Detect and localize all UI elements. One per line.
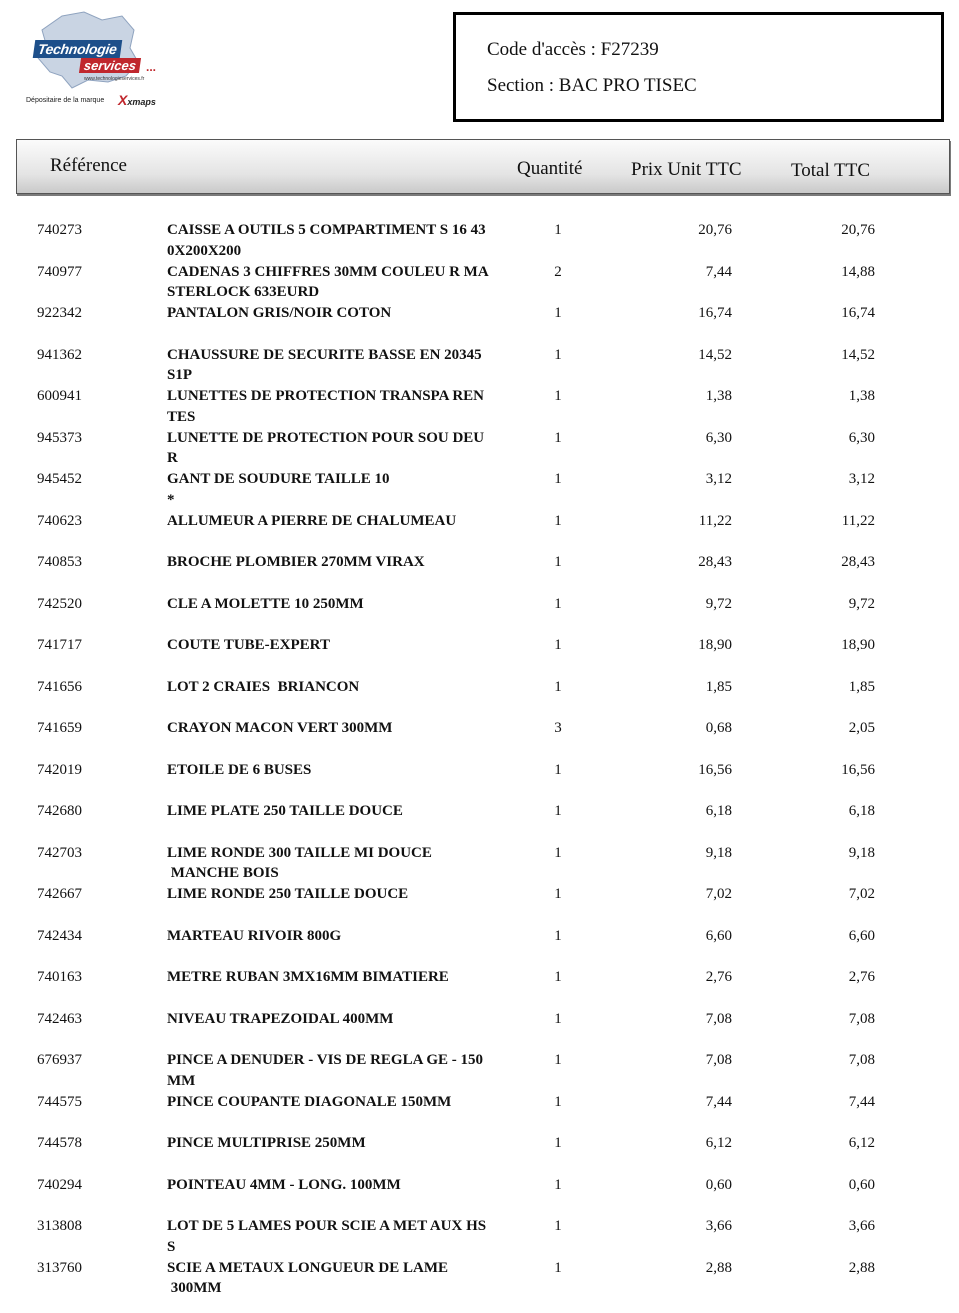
- table-row: [0, 1175, 959, 1215]
- table-row: [0, 386, 959, 426]
- item-reference: 742667: [37, 886, 82, 902]
- item-unit-price: 6,60: [705, 927, 732, 944]
- table-row: [0, 1133, 959, 1173]
- item-unit-price: 9,18: [705, 844, 732, 861]
- item-designation: SCIE A METAUX LONGUEUR DE LAME 300MM: [167, 1259, 449, 1296]
- item-total: 2,05: [848, 720, 875, 736]
- item-quantity: 1: [554, 222, 562, 238]
- item-unit-price: 7,02: [705, 886, 732, 902]
- item-designation: ETOILE DE 6 BUSES: [167, 761, 312, 778]
- item-designation: ALLUMEUR A PIERRE DE CHALUMEAU: [167, 512, 457, 529]
- item-reference: 742463: [37, 1010, 82, 1027]
- item-total: 6,30: [848, 429, 875, 446]
- table-row: [0, 884, 959, 924]
- table-header: [16, 139, 950, 194]
- logo-brand-bottom: services: [79, 58, 141, 73]
- item-designation: CRAYON MACON VERT 300MM: [167, 720, 393, 736]
- item-total: 6,18: [848, 803, 875, 819]
- item-designation: PINCE COUPANTE DIAGONALE 150MM: [167, 1093, 452, 1110]
- table-row: [0, 843, 959, 883]
- item-quantity: 1: [554, 1093, 562, 1110]
- item-total: 16,56: [841, 761, 875, 778]
- item-quantity: 1: [554, 471, 562, 487]
- item-total: 1,85: [848, 678, 875, 695]
- item-total: 18,90: [841, 637, 875, 653]
- access-box: [453, 12, 944, 122]
- item-quantity: 1: [554, 761, 562, 778]
- item-total: 6,12: [848, 1135, 875, 1151]
- item-total: 7,08: [848, 1052, 875, 1068]
- item-total: 28,43: [841, 554, 875, 570]
- item-designation: POINTEAU 4MM - LONG. 100MM: [167, 1176, 401, 1193]
- item-quantity: 1: [554, 927, 562, 944]
- item-unit-price: 9,72: [705, 595, 732, 612]
- item-designation: CLE A MOLETTE 10 250MM: [167, 595, 364, 612]
- table-row: [0, 552, 959, 592]
- item-reference: 945373: [37, 429, 82, 446]
- logo-brand-top: Technologie: [33, 40, 122, 58]
- item-unit-price: 2,76: [705, 969, 732, 985]
- section-label: Section : BAC PRO TISEC: [487, 75, 697, 96]
- logo-dots: ...: [146, 60, 157, 74]
- item-quantity: 1: [554, 1010, 562, 1027]
- item-unit-price: 2,88: [705, 1259, 732, 1276]
- table-row: [0, 967, 959, 1007]
- item-unit-price: 7,44: [705, 263, 732, 280]
- item-total: 11,22: [841, 512, 875, 529]
- item-unit-price: 3,66: [705, 1218, 732, 1234]
- table-row: [0, 469, 959, 509]
- item-unit-price: 20,76: [698, 222, 732, 238]
- item-designation: GANT DE SOUDURE TAILLE 10 *: [167, 471, 390, 508]
- item-reference: 741656: [37, 678, 82, 695]
- table-row: [0, 345, 959, 385]
- item-unit-price: 6,30: [705, 429, 732, 446]
- partner-name: xmaps: [127, 97, 156, 107]
- item-reference: 742703: [37, 844, 82, 861]
- item-designation: METRE RUBAN 3MX16MM BIMATIERE: [167, 969, 449, 985]
- item-quantity: 1: [554, 886, 562, 902]
- access-code: Code d'accès : F27239: [487, 39, 659, 60]
- table-row: [0, 262, 959, 302]
- company-logo: [22, 10, 172, 110]
- item-quantity: 1: [554, 305, 562, 321]
- item-quantity: 1: [554, 429, 562, 446]
- item-total: 14,52: [841, 346, 875, 363]
- table-row: [0, 677, 959, 717]
- item-total: 7,08: [848, 1010, 875, 1027]
- item-designation: LUNETTES DE PROTECTION TRANSPA RENTES: [167, 388, 485, 425]
- item-unit-price: 28,43: [698, 554, 732, 570]
- logo-depositaire: Dépositaire de la marque: [26, 97, 105, 104]
- item-unit-price: 7,44: [705, 1093, 732, 1110]
- table-row: [0, 511, 959, 551]
- item-designation: LOT 2 CRAIES BRIANCON: [167, 678, 360, 695]
- table-row: [0, 594, 959, 634]
- column-reference: Référence: [50, 155, 127, 176]
- item-reference: 941362: [37, 346, 82, 363]
- item-total: 16,74: [841, 305, 875, 321]
- item-reference: 742680: [37, 803, 82, 819]
- item-quantity: 1: [554, 803, 562, 819]
- item-reference: 742434: [37, 927, 82, 944]
- table-row: [0, 303, 959, 343]
- table-row: [0, 1050, 959, 1090]
- item-designation: LIME RONDE 250 TAILLE DOUCE: [167, 886, 409, 902]
- column-unit-price: Prix Unit TTC: [631, 159, 742, 180]
- item-designation: NIVEAU TRAPEZOIDAL 400MM: [167, 1010, 394, 1027]
- item-total: 9,18: [848, 844, 875, 861]
- item-reference: 740853: [37, 554, 82, 570]
- item-reference: 741659: [37, 720, 82, 736]
- table-row: [0, 1258, 959, 1298]
- table-row: [0, 428, 959, 468]
- item-unit-price: 7,08: [705, 1052, 732, 1068]
- item-unit-price: 1,85: [705, 678, 732, 695]
- item-unit-price: 18,90: [698, 637, 732, 653]
- table-row: [0, 1216, 959, 1256]
- item-unit-price: 1,38: [705, 388, 732, 404]
- item-reference: 600941: [37, 388, 82, 404]
- partner-logo: [118, 92, 156, 108]
- item-reference: 740623: [37, 512, 82, 529]
- item-reference: 741717: [37, 637, 82, 653]
- item-quantity: 1: [554, 1052, 562, 1068]
- item-reference: 744578: [37, 1135, 82, 1151]
- item-total: 2,88: [848, 1259, 875, 1276]
- item-total: 2,76: [848, 969, 875, 985]
- item-total: 14,88: [841, 263, 875, 280]
- item-quantity: 1: [554, 678, 562, 695]
- item-total: 20,76: [841, 222, 875, 238]
- item-reference: 676937: [37, 1052, 82, 1068]
- item-unit-price: 16,74: [698, 305, 732, 321]
- item-total: 7,02: [848, 886, 875, 902]
- table-row: [0, 718, 959, 758]
- item-unit-price: 0,68: [705, 720, 732, 736]
- item-total: 9,72: [848, 595, 875, 612]
- item-unit-price: 16,56: [698, 761, 732, 778]
- item-reference: 740273: [37, 222, 82, 238]
- item-designation: CAISSE A OUTILS 5 COMPARTIMENT S 16 430X200X200: [167, 222, 486, 259]
- table-row: [0, 801, 959, 841]
- logo-url: www.technologieservices.fr: [84, 76, 145, 82]
- item-quantity: 1: [554, 595, 562, 612]
- item-designation: LUNETTE DE PROTECTION POUR SOU DEUR: [167, 429, 485, 466]
- item-reference: 744575: [37, 1093, 82, 1110]
- item-designation: LIME RONDE 300 TAILLE MI DOUCE MANCHE BOIS: [167, 844, 432, 881]
- item-designation: CHAUSSURE DE SECURITE BASSE EN 20345 S1P: [167, 346, 486, 383]
- column-quantity: Quantité: [517, 158, 583, 179]
- item-reference: 742019: [37, 761, 82, 778]
- item-quantity: 1: [554, 637, 562, 653]
- item-unit-price: 11,22: [698, 512, 732, 529]
- item-reference: 313760: [37, 1259, 82, 1276]
- item-quantity: 1: [554, 1176, 562, 1193]
- item-quantity: 1: [554, 969, 562, 985]
- item-total: 3,12: [848, 471, 875, 487]
- item-total: 7,44: [848, 1093, 875, 1110]
- item-unit-price: 0,60: [705, 1176, 732, 1193]
- item-total: 6,60: [848, 927, 875, 944]
- table-row: [0, 220, 959, 260]
- item-unit-price: 7,08: [705, 1010, 732, 1027]
- item-reference: 922342: [37, 305, 82, 321]
- item-total: 0,60: [848, 1176, 875, 1193]
- item-quantity: 1: [554, 554, 562, 570]
- item-reference: 945452: [37, 471, 82, 487]
- item-reference: 313808: [37, 1218, 82, 1234]
- table-row: [0, 1092, 959, 1132]
- item-quantity: 1: [554, 1218, 562, 1234]
- item-reference: 740163: [37, 969, 82, 985]
- item-designation: PINCE A DENUDER - VIS DE REGLA GE - 150MM: [167, 1052, 484, 1089]
- item-designation: PANTALON GRIS/NOIR COTON: [167, 305, 392, 321]
- item-quantity: 1: [554, 346, 562, 363]
- table-row: [0, 760, 959, 800]
- item-quantity: 1: [554, 1135, 562, 1151]
- item-reference: 740977: [37, 263, 82, 280]
- item-unit-price: 14,52: [698, 346, 732, 363]
- item-total: 3,66: [848, 1218, 875, 1234]
- item-designation: COUTE TUBE-EXPERT: [167, 637, 330, 653]
- item-quantity: 2: [554, 263, 562, 280]
- item-designation: LOT DE 5 LAMES POUR SCIE A MET AUX HSS: [167, 1218, 487, 1255]
- column-total: Total TTC: [791, 160, 871, 181]
- item-unit-price: 6,12: [705, 1135, 732, 1151]
- table-row: [0, 1009, 959, 1049]
- item-quantity: 1: [554, 388, 562, 404]
- item-unit-price: 6,18: [705, 803, 732, 819]
- item-unit-price: 3,12: [705, 471, 732, 487]
- item-quantity: 3: [554, 720, 562, 736]
- item-designation: PINCE MULTIPRISE 250MM: [167, 1135, 366, 1151]
- table-row: [0, 635, 959, 675]
- table-row: [0, 926, 959, 966]
- item-reference: 740294: [37, 1176, 82, 1193]
- item-reference: 742520: [37, 595, 82, 612]
- item-designation: CADENAS 3 CHIFFRES 30MM COULEU R MASTERLOCK 633EURD: [167, 263, 489, 300]
- item-designation: MARTEAU RIVOIR 800G: [167, 927, 342, 944]
- item-quantity: 1: [554, 844, 562, 861]
- item-quantity: 1: [554, 1259, 562, 1276]
- item-designation: LIME PLATE 250 TAILLE DOUCE: [167, 803, 403, 819]
- item-quantity: 1: [554, 512, 562, 529]
- partner-x: X: [118, 92, 128, 108]
- item-designation: BROCHE PLOMBIER 270MM VIRAX: [167, 554, 425, 570]
- item-total: 1,38: [848, 388, 875, 404]
